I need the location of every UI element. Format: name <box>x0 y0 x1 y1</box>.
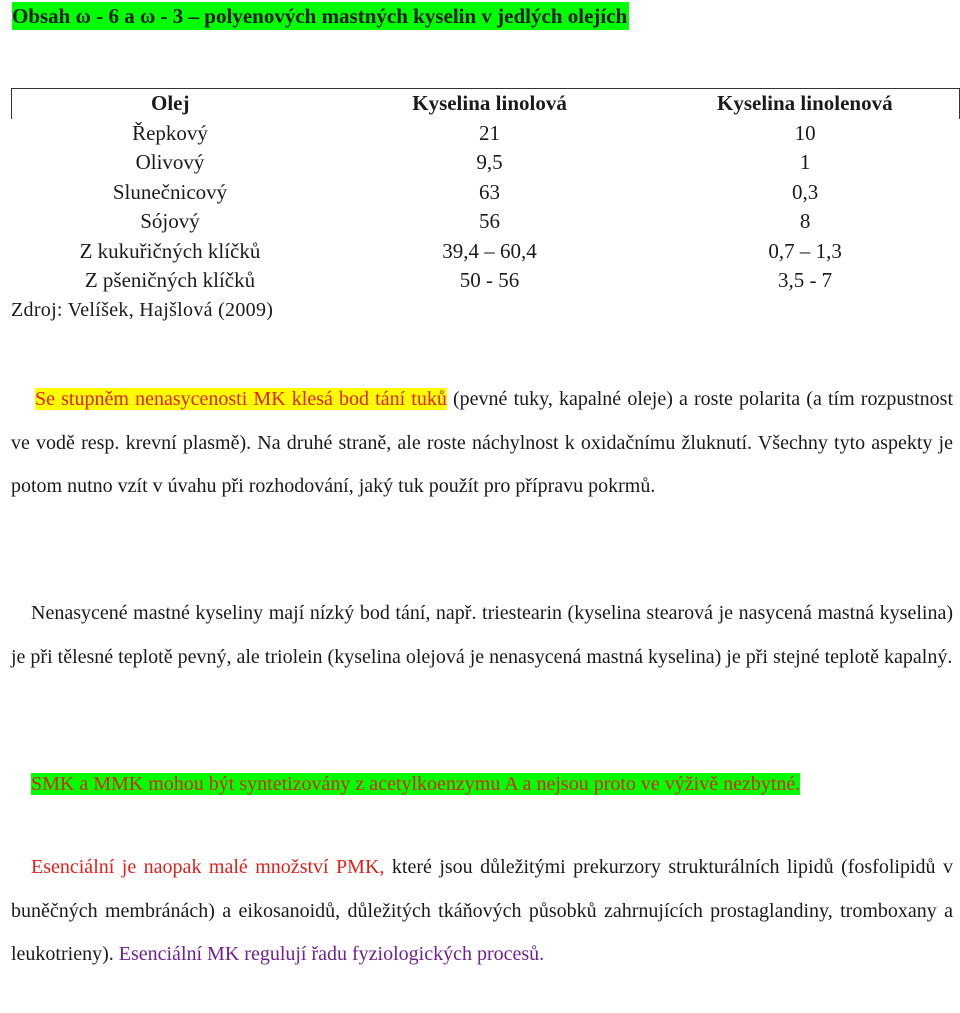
table-row <box>12 207 960 237</box>
header-oil: Olej <box>12 89 329 119</box>
paragraph-text: (pevné tuky, kapalné oleje) a roste polarita (a tím rozpustnost ve vodě resp. krevní plasmě). Na druhé straně, ale roste náchylnost k oxidačnímu žluknutí. Všechny tyto aspekty je potom nutno vzít v úvahu při rozhodování, jaký tuk použít pro přípravu pokrmů. <box>11 388 954 497</box>
table-cell: 39,4 – 60,4 <box>442 238 537 263</box>
table-cell: 8 <box>799 209 811 234</box>
table-cell: 1 <box>799 150 811 175</box>
paragraph-smk-mmk <box>11 762 953 806</box>
paragraph-essential <box>11 846 953 977</box>
table-cell: 10 <box>794 120 816 145</box>
red-statement: Esenciální je naopak malé množství PMK, <box>31 856 385 878</box>
table-cell: 9,5 <box>476 150 503 175</box>
table-row <box>12 178 960 208</box>
table-cell: Slunečnicový <box>112 179 228 204</box>
table-row <box>12 119 960 149</box>
table-row <box>12 148 960 178</box>
table-cell: 3,5 - 7 <box>777 268 833 293</box>
paragraph-text: které jsou důležitými prekurzory strukturálních lipidů (fosfolipidů v buněčných membránách) a eikosanoidů, důležitých tkáňových působků zahrnujících prostaglandiny, tromboxany a leukotrieny). <box>11 856 953 965</box>
table-cell: Řepkový <box>132 120 208 145</box>
table-cell: 21 <box>479 120 501 145</box>
header-linolenic: Kyselina linolenová <box>651 89 960 119</box>
highlighted-statement: SMK a MMK mohou být syntetizovány z acetylkoenzymu A a nejsou proto ve výživě nezbytné. <box>31 773 801 795</box>
table-cell: Z pšeničných klíčků <box>84 268 256 293</box>
table-cell: 0,7 – 1,3 <box>768 238 842 263</box>
table-header-row <box>12 89 960 119</box>
table-cell: 0,3 <box>791 179 819 204</box>
table-cell: 50 - 56 <box>459 268 520 293</box>
highlighted-statement: Se stupněm nenasycenosti MK klesá bod tání tuků <box>35 388 447 410</box>
paragraph-unsaturated <box>11 592 953 679</box>
table-cell: 63 <box>479 179 501 204</box>
table-row <box>12 266 960 296</box>
table-cell: 56 <box>479 209 501 234</box>
paragraph-melting-point <box>11 378 953 509</box>
oil-table <box>11 88 960 296</box>
header-linoleic: Kyselina linolová <box>412 91 567 116</box>
purple-statement: Esenciální MK regulují řadu fyziologických procesů. <box>118 943 545 965</box>
table-cell: Olivový <box>135 150 205 175</box>
source-note: Zdroj: Velíšek, Hajšlová (2009) <box>11 299 274 321</box>
document-title: Obsah ω - 6 a ω - 3 – polyenových mastných kyselin v jedlých olejích <box>12 4 628 28</box>
paragraph-text: Nenasycené mastné kyseliny mají nízký bod tání, např. triestearin (kyselina stearová je nasycená mastná kyselina) je při tělesné teplotě pevný, ale triolein (kyselina olejová je nenasycená mastná kyselina) je při stejné teplotě kapalný. <box>11 602 953 668</box>
table-row <box>12 237 960 267</box>
table-cell: Z kukuřičných klíčků <box>79 238 261 263</box>
table-cell: Sójový <box>140 209 200 234</box>
